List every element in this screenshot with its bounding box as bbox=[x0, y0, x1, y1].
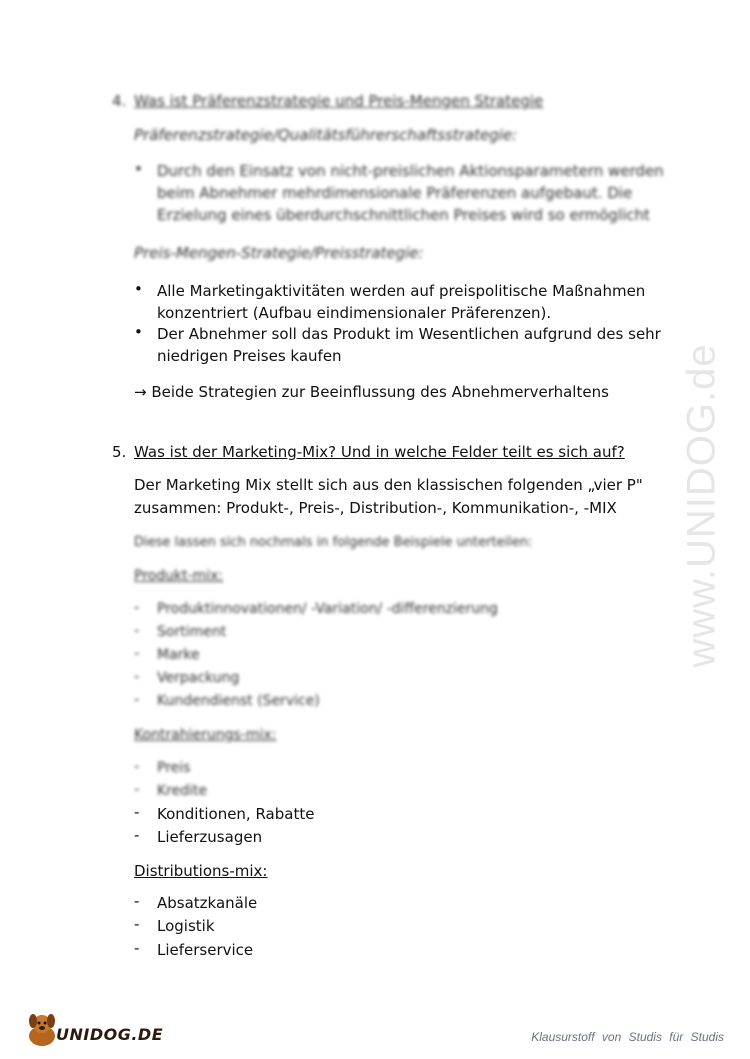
watermark bbox=[662, 270, 742, 740]
section-4-number: 4. bbox=[112, 92, 127, 110]
sub1-line: beim Abnehmer mehrdimensionale Präferenzen aufgebaut. Die bbox=[157, 184, 633, 202]
sub2-line: Der Abnehmer soll das Produkt im Wesentlichen aufgrund des sehr bbox=[157, 325, 661, 343]
dash-marker: - bbox=[134, 939, 140, 957]
dash-marker: - bbox=[134, 892, 140, 910]
sub2-line: niedrigen Preises kaufen bbox=[157, 347, 342, 365]
distri-item: Absatzkanäle bbox=[157, 894, 258, 912]
distri-heading: Distributions-mix: bbox=[134, 862, 268, 880]
bullet-icon: • bbox=[134, 280, 143, 298]
unidog-logo[interactable] bbox=[22, 1010, 162, 1050]
intro-line: Diese lassen sich nochmals in folgende Beispiele unterteilen: bbox=[134, 535, 533, 550]
sub1-heading: Präferenzstrategie/Qualitätsführerschaftsstrategie: bbox=[134, 126, 518, 144]
produkt-heading: Produkt-mix: bbox=[134, 568, 224, 584]
sub1-line: Durch den Einsatz von nicht-preislichen Aktionsparametern werden bbox=[157, 162, 664, 180]
bullet-icon: • bbox=[134, 160, 143, 178]
kontra-item: Lieferzusagen bbox=[157, 828, 263, 846]
kontra-item: Kredite bbox=[157, 783, 208, 799]
watermark-text: www.UNIDOG.de bbox=[679, 342, 724, 668]
logo-text: UNIDOG.DE bbox=[56, 1025, 164, 1044]
dash-marker: - bbox=[134, 826, 140, 844]
bullet-icon: • bbox=[134, 323, 143, 341]
section-4-question: Was ist Präferenzstrategie und Preis-Mengen Strategie bbox=[134, 92, 544, 110]
section-5-question: Was ist der Marketing-Mix? Und in welche Felder teilt es sich auf? bbox=[134, 443, 625, 461]
sub2-line: Alle Marketingaktivitäten werden auf preispolitische Maßnahmen bbox=[157, 282, 646, 300]
sub2-heading: Preis-Mengen-Strategie/Preisstrategie: bbox=[134, 244, 424, 262]
dash-marker: - bbox=[134, 915, 140, 933]
conclusion: → Beide Strategien zur Beeinflussung des Abnehmerverhaltens bbox=[134, 383, 609, 401]
distri-item: Logistik bbox=[157, 917, 215, 935]
intro-line: Der Marketing Mix stellt sich aus den klassischen folgenden „vier P" bbox=[134, 476, 643, 494]
produkt-item: Sortiment bbox=[157, 624, 227, 640]
section-5-number: 5. bbox=[112, 443, 127, 461]
sub2-line: konzentriert (Aufbau eindimensionaler Präferenzen). bbox=[157, 304, 552, 322]
sub1-line: Erzielung eines überdurchschnittlichen Preises wird so ermöglicht bbox=[157, 206, 650, 224]
kontra-item: Preis bbox=[157, 760, 191, 776]
intro-line: zusammen: Produkt-, Preis-, Distribution-, Kommunikation-, -MIX bbox=[134, 499, 617, 517]
produkt-item: Kundendienst (Service) bbox=[157, 693, 320, 709]
distri-item: Lieferservice bbox=[157, 941, 254, 959]
produkt-item: Produktinnovationen/ -Variation/ -differenzierung bbox=[157, 601, 498, 617]
produkt-item: Verpackung bbox=[157, 670, 240, 686]
produkt-item: Marke bbox=[157, 647, 200, 663]
dash-marker: - bbox=[134, 803, 140, 821]
document-page: www.UNIDOG.de 4. Was ist Präferenzstrategie und Preis-Mengen Strategie Präferenzstrategie/Qualitätsführerschaftsstrategie: • Durch den Einsatz von nicht-preislichen Aktionsparametern werden beim Abnehmer mehrdimensionale Präferenzen aufgebaut. Die Erzielung eines überdurchschnittlichen Preises wird so ermöglicht Preis-Mengen-Strategie/Preisstrategie: • Alle Marketingaktivitäten werden auf preispolitische Maßnahmen konzentriert (Aufbau eindimensionaler Präferenzen). • Der Abnehmer soll das Produkt im Wesentlichen aufgrund des sehr niedrigen Preises kaufen → Beide Strategien zur Beeinflussung des Abnehmerverhaltens 5. Was ist der Marketing-Mix? Und in welche Felder teilt es sich auf? Der Marketing Mix stellt sich aus den klassischen folgenden „vier P" zusammen: Produkt-, Preis-, Distribution-, Kommunikation-, -MIX Diese lassen sich nochmals in folgende Beispiele unterteilen: Produkt-mix: - Produktinnovationen/ -Variation/ -differenzierung - Sortiment - Marke - Verpackung - Kundendienst (Service) Kontrahierungs-mix: - Preis - Kredite - Konditionen, Rabatte - Lieferzusagen Distributions-mix: - Absatzkanäle - Logistik - Lieferservice UNIDOG.DE Klausurstoff von Studis für Studis bbox=[0, 0, 750, 1059]
kontra-heading: Kontrahierungs-mix: bbox=[134, 727, 277, 743]
kontra-item: Konditionen, Rabatte bbox=[157, 805, 315, 823]
footer-tagline: Klausurstoff von Studis für Studis bbox=[531, 1030, 724, 1044]
